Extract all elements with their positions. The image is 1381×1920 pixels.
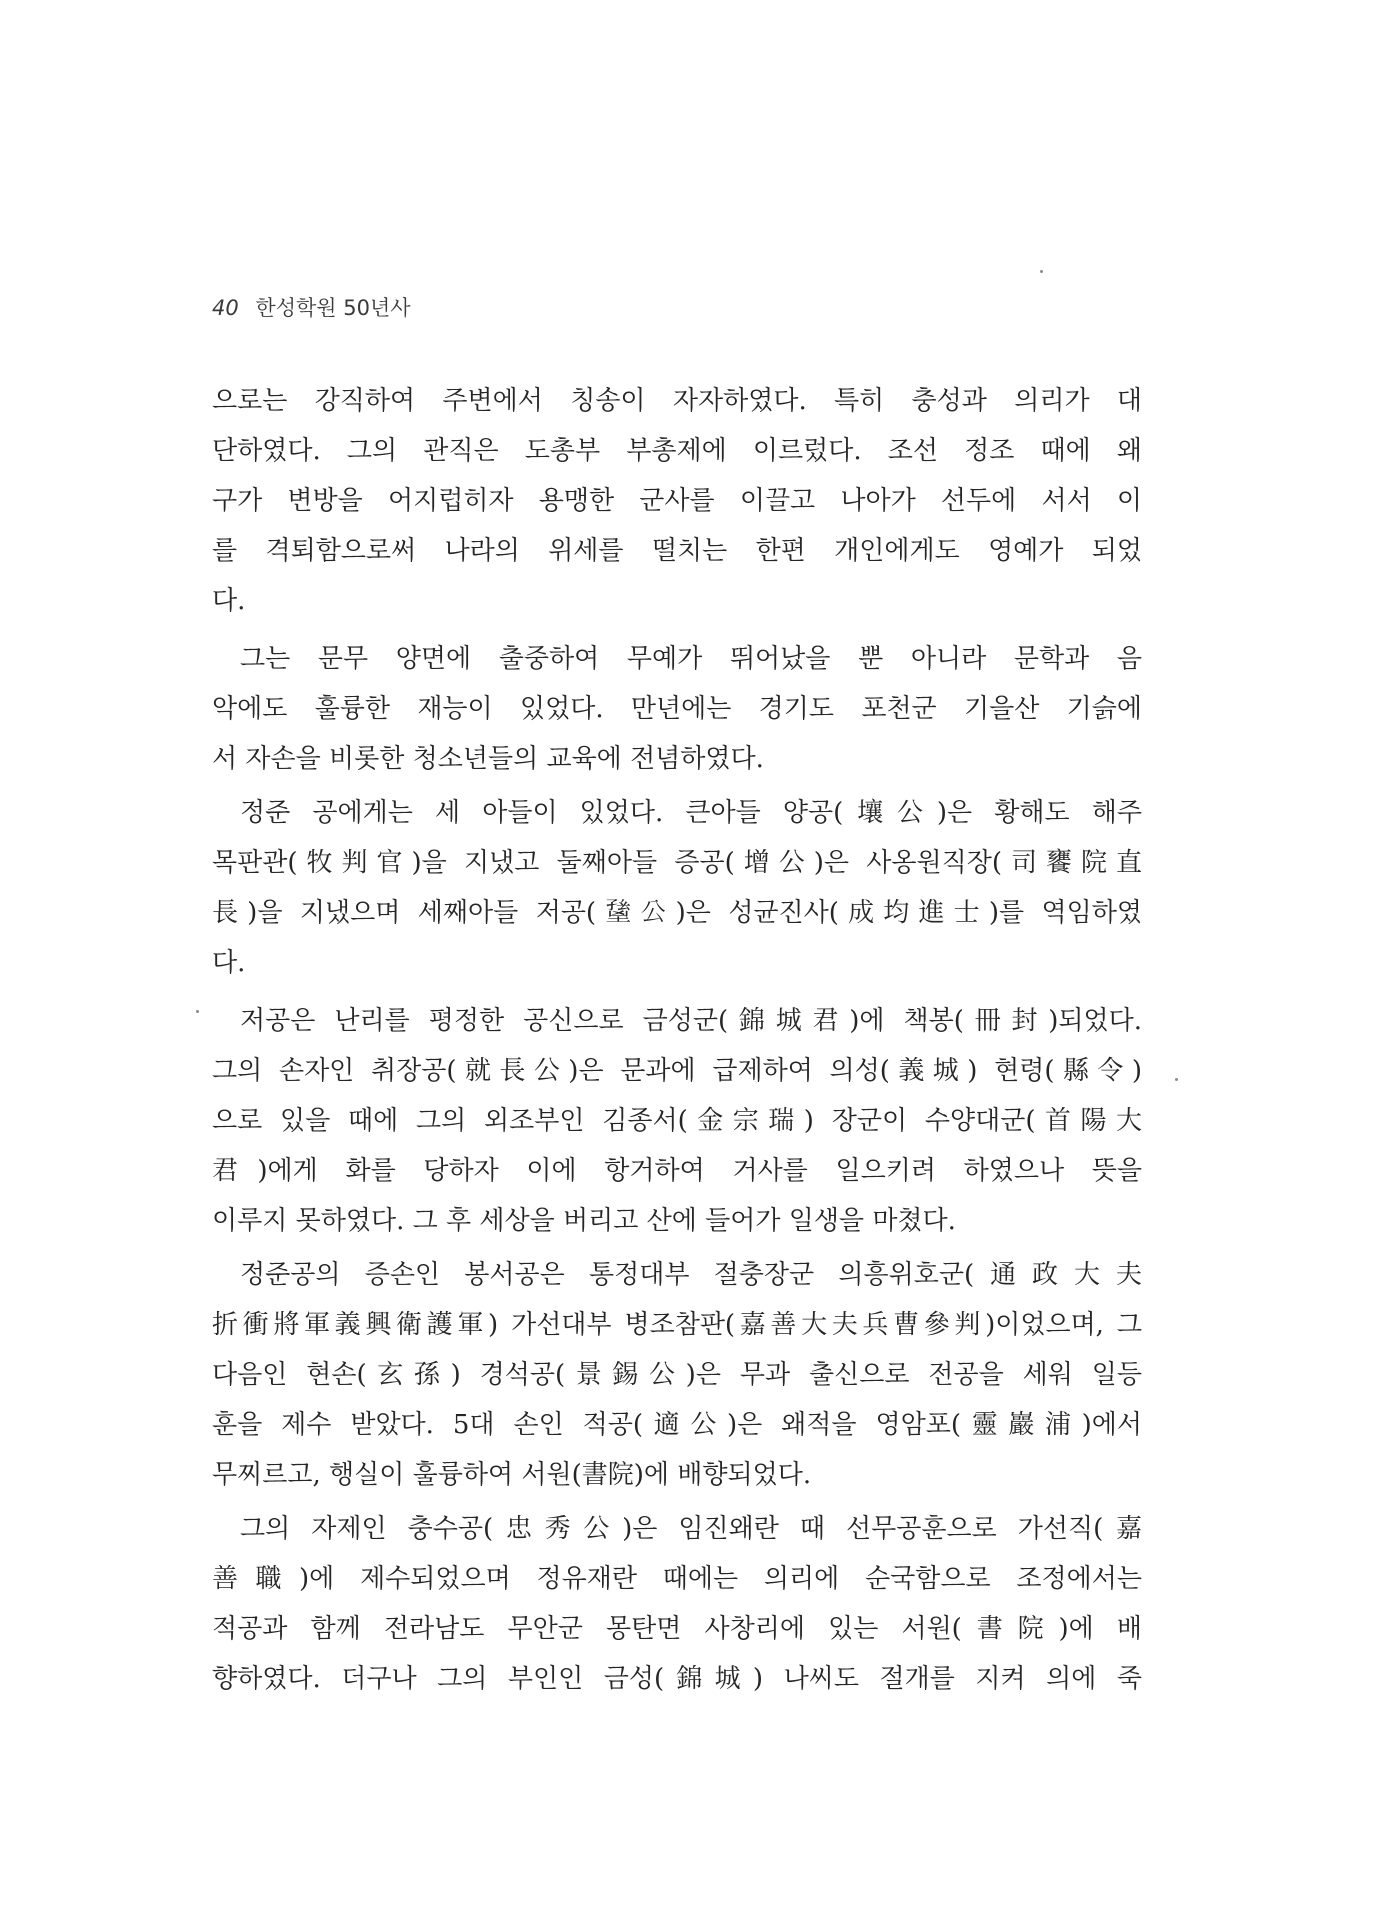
- paragraph-1: [212, 376, 1142, 626]
- text-line: 長)을 지냈으며 세째아들 저공(𡏸公)은 성균진사(成均進士)를 역임하였: [212, 898, 1142, 928]
- paragraph-5: [212, 1250, 1142, 1500]
- text-line: 그의 손자인 취장공(就長公)은 문과에 급제하여 의성(義城) 현령(縣令): [212, 1056, 1142, 1086]
- text-line: 무찌르고, 행실이 훌륭하여 서원(書院)에 배향되었다.: [212, 1460, 812, 1490]
- text-line: 향하였다. 더구나 그의 부인인 금성(錦城) 나씨도 절개를 지켜 의에 죽: [212, 1664, 1142, 1694]
- text-line: 정준공의 증손인 봉서공은 통정대부 절충장군 의흥위호군(通政大夫: [240, 1260, 1142, 1290]
- paragraph-4: [212, 996, 1142, 1246]
- text-line: 다음인 현손(玄孫) 경석공(景錫公)은 무과 출신으로 전공을 세워 일등: [212, 1360, 1142, 1390]
- text-line: 그는 문무 양면에 출중하여 무예가 뛰어났을 뿐 아니라 문학과 음: [240, 644, 1142, 674]
- page-header: [212, 292, 411, 322]
- text-line: 折衝將軍義興衛護軍) 가선대부 병조참판(嘉善大夫兵曹參判)이었으며, 그: [212, 1310, 1142, 1340]
- text-line: 으로는 강직하여 주변에서 칭송이 자자하였다. 특히 충성과 의리가 대: [212, 386, 1142, 416]
- text-line: 으로 있을 때에 그의 외조부인 김종서(金宗瑞) 장군이 수양대군(首陽大: [212, 1106, 1142, 1136]
- text-line: 훈을 제수 받았다. 5대 손인 적공(適公)은 왜적을 영암포(靈巖浦)에서: [212, 1410, 1142, 1440]
- text-line: 善職)에 제수되었으며 정유재란 때에는 의리에 순국함으로 조정에서는: [212, 1564, 1142, 1594]
- scan-speck: [1040, 270, 1043, 273]
- page-number: 40: [212, 296, 239, 320]
- text-line: 정준 공에게는 세 아들이 있었다. 큰아들 양공(壤公)은 황해도 해주: [240, 798, 1142, 828]
- text-line: 다.: [212, 586, 246, 616]
- text-line: 구가 변방을 어지럽히자 용맹한 군사를 이끌고 나아가 선두에 서서 이: [212, 486, 1142, 516]
- text-line: 적공과 함께 전라남도 무안군 몽탄면 사창리에 있는 서원(書院)에 배: [212, 1614, 1142, 1644]
- text-line: 그의 자제인 충수공(忠秀公)은 임진왜란 때 선무공훈으로 가선직(嘉: [240, 1514, 1142, 1544]
- paragraph-6: [212, 1504, 1142, 1704]
- text-line: 목판관(牧判官)을 지냈고 둘째아들 증공(增公)은 사옹원직장(司饔院直: [212, 848, 1142, 878]
- text-line: 악에도 훌륭한 재능이 있었다. 만년에는 경기도 포천군 기을산 기슭에: [212, 694, 1142, 724]
- paragraph-2: [212, 634, 1142, 784]
- text-line: 다.: [212, 948, 246, 978]
- text-line: 이루지 못하였다. 그 후 세상을 버리고 산에 들어가 일생을 마쳤다.: [212, 1206, 956, 1236]
- text-line: 를 격퇴함으로써 나라의 위세를 떨치는 한편 개인에게도 영예가 되었: [212, 536, 1142, 566]
- text-line: 君)에게 화를 당하자 이에 항거하여 거사를 일으키려 하였으나 뜻을: [212, 1156, 1142, 1186]
- book-title: 한성학원 50년사: [255, 296, 411, 320]
- scan-speck: [1175, 1078, 1178, 1081]
- scan-speck: [196, 1010, 199, 1013]
- text-line: 저공은 난리를 평정한 공신으로 금성군(錦城君)에 책봉(冊封)되었다.: [240, 1006, 1142, 1036]
- paragraph-3: [212, 788, 1142, 988]
- text-line: 서 자손을 비롯한 청소년들의 교육에 전념하였다.: [212, 744, 764, 774]
- text-line: 단하였다. 그의 관직은 도총부 부총제에 이르렀다. 조선 정조 때에 왜: [212, 436, 1142, 466]
- body-text: [212, 376, 1142, 1704]
